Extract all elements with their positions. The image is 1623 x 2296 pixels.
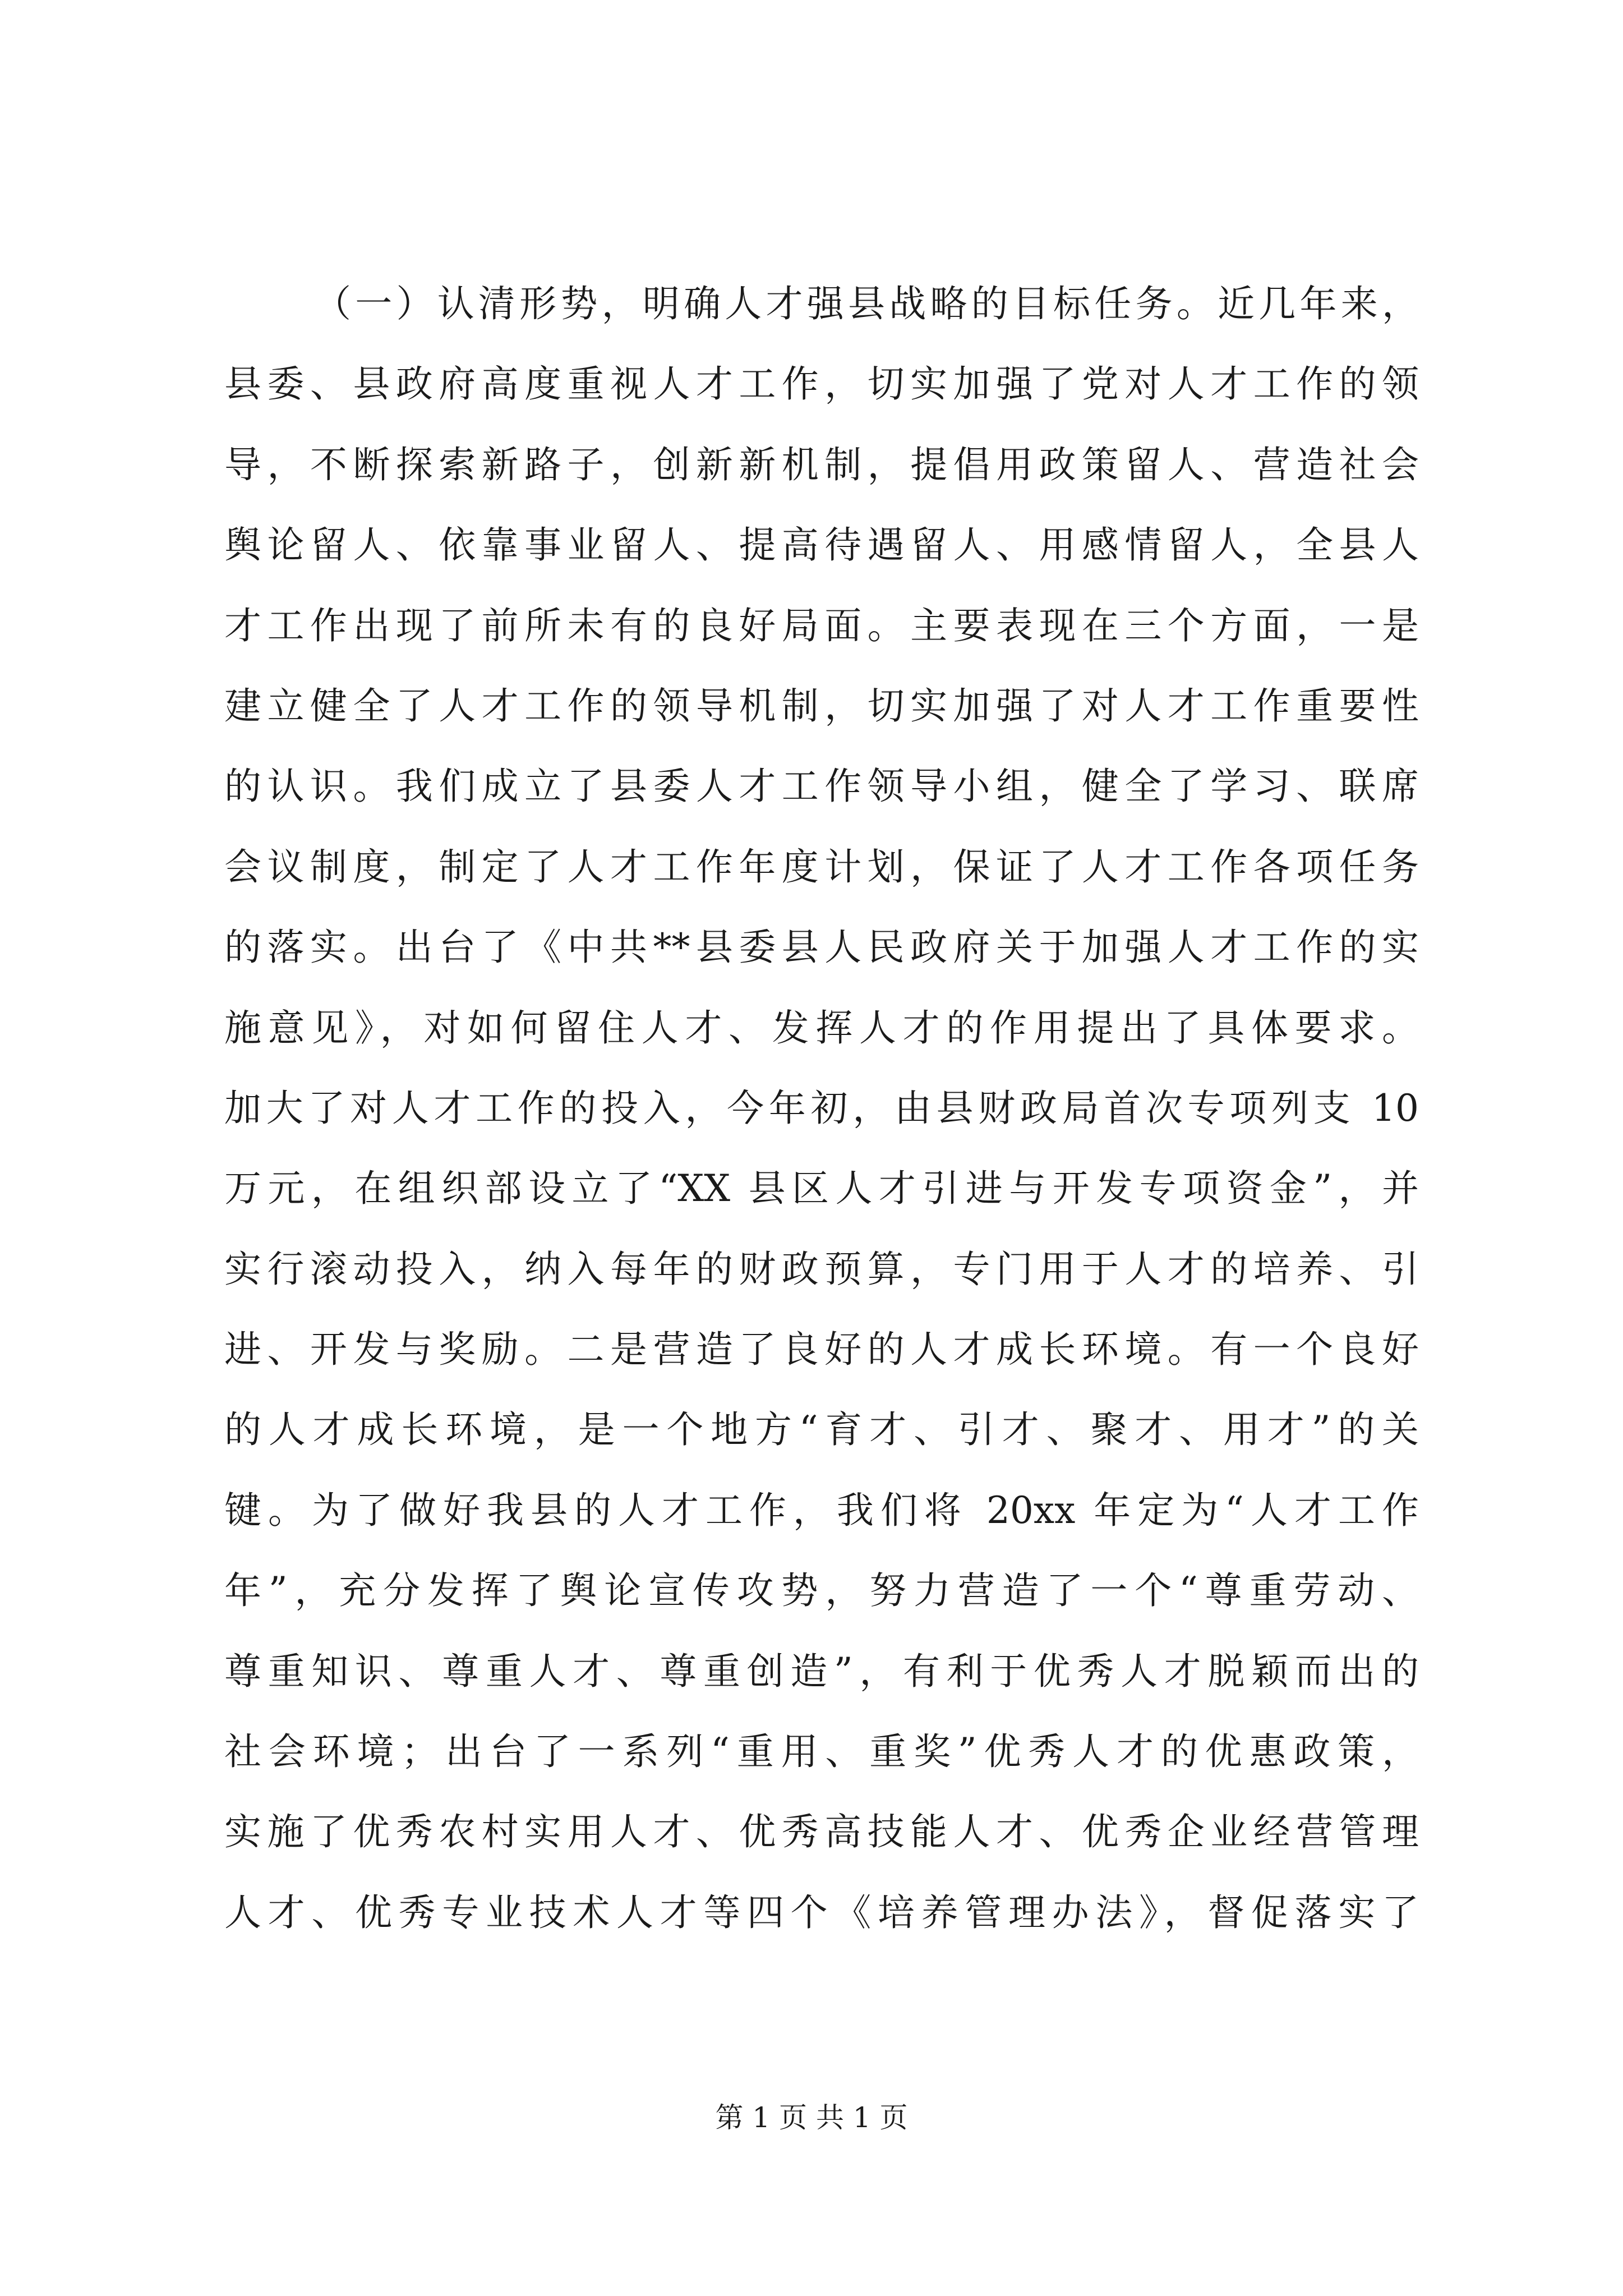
text-line: 人才、优秀专业技术人才等四个《培养管理办法》，督促落实了	[224, 1890, 1419, 1934]
text-line: 万元，在组织部设立了“XX 县区人才引进与开发专项资金”，并	[224, 1167, 1419, 1211]
text-line: 尊重知识、尊重人才、尊重创造”，有利于优秀人才脱颖而出的	[224, 1649, 1419, 1693]
text-line: 的认识。我们成立了县委人才工作领导小组，健全了学习、联席	[224, 765, 1419, 808]
page-number-label: 第 1 页 共 1 页	[715, 2101, 908, 2134]
text-line: 实施了优秀农村实用人才、优秀高技能人才、优秀企业经营管理	[224, 1810, 1419, 1854]
body-paragraph	[224, 264, 1419, 1953]
text-line: 会议制度，制定了人才工作年度计划，保证了人才工作各项任务	[224, 845, 1419, 889]
page-footer	[0, 2098, 1623, 2137]
text-line: 社会环境；出台了一系列“重用、重奖”优秀人才的优惠政策，	[224, 1730, 1419, 1774]
text-line: 的落实。出台了《中共**县委县人民政府关于加强人才工作的实	[224, 926, 1419, 969]
text-line: 县委、县政府高度重视人才工作，切实加强了党对人才工作的领	[224, 362, 1419, 406]
text-line: 才工作出现了前所未有的良好局面。主要表现在三个方面，一是	[224, 604, 1419, 647]
text-line: 加大了对人才工作的投入，今年初，由县财政局首次专项列支 10	[224, 1086, 1419, 1130]
text-line: 建立健全了人才工作的领导机制，切实加强了对人才工作重要性	[224, 684, 1419, 728]
text-line: 年”，充分发挥了舆论宣传攻势，努力营造了一个“尊重劳动、	[224, 1569, 1419, 1613]
text-line: 舆论留人、依靠事业留人、提高待遇留人、用感情留人，全县人	[224, 523, 1419, 567]
text-line: 的人才成长环境，是一个地方“育才、引才、聚才、用才”的关	[224, 1408, 1419, 1452]
text-line: 导，不断探索新路子，创新新机制，提倡用政策留人、营造社会	[224, 443, 1419, 486]
text-line: 进、开发与奖励。二是营造了良好的人才成长环境。有一个良好	[224, 1328, 1419, 1372]
text-line: （一）认清形势，明确人才强县战略的目标任务。近几年来，	[314, 282, 1419, 325]
text-line: 键。为了做好我县的人才工作，我们将 20xx 年定为“人才工作	[224, 1488, 1419, 1532]
text-line: 实行滚动投入，纳入每年的财政预算，专门用于人才的培养、引	[224, 1247, 1419, 1291]
text-line: 施意见》，对如何留住人才、发挥人才的作用提出了具体要求。	[224, 1006, 1419, 1050]
